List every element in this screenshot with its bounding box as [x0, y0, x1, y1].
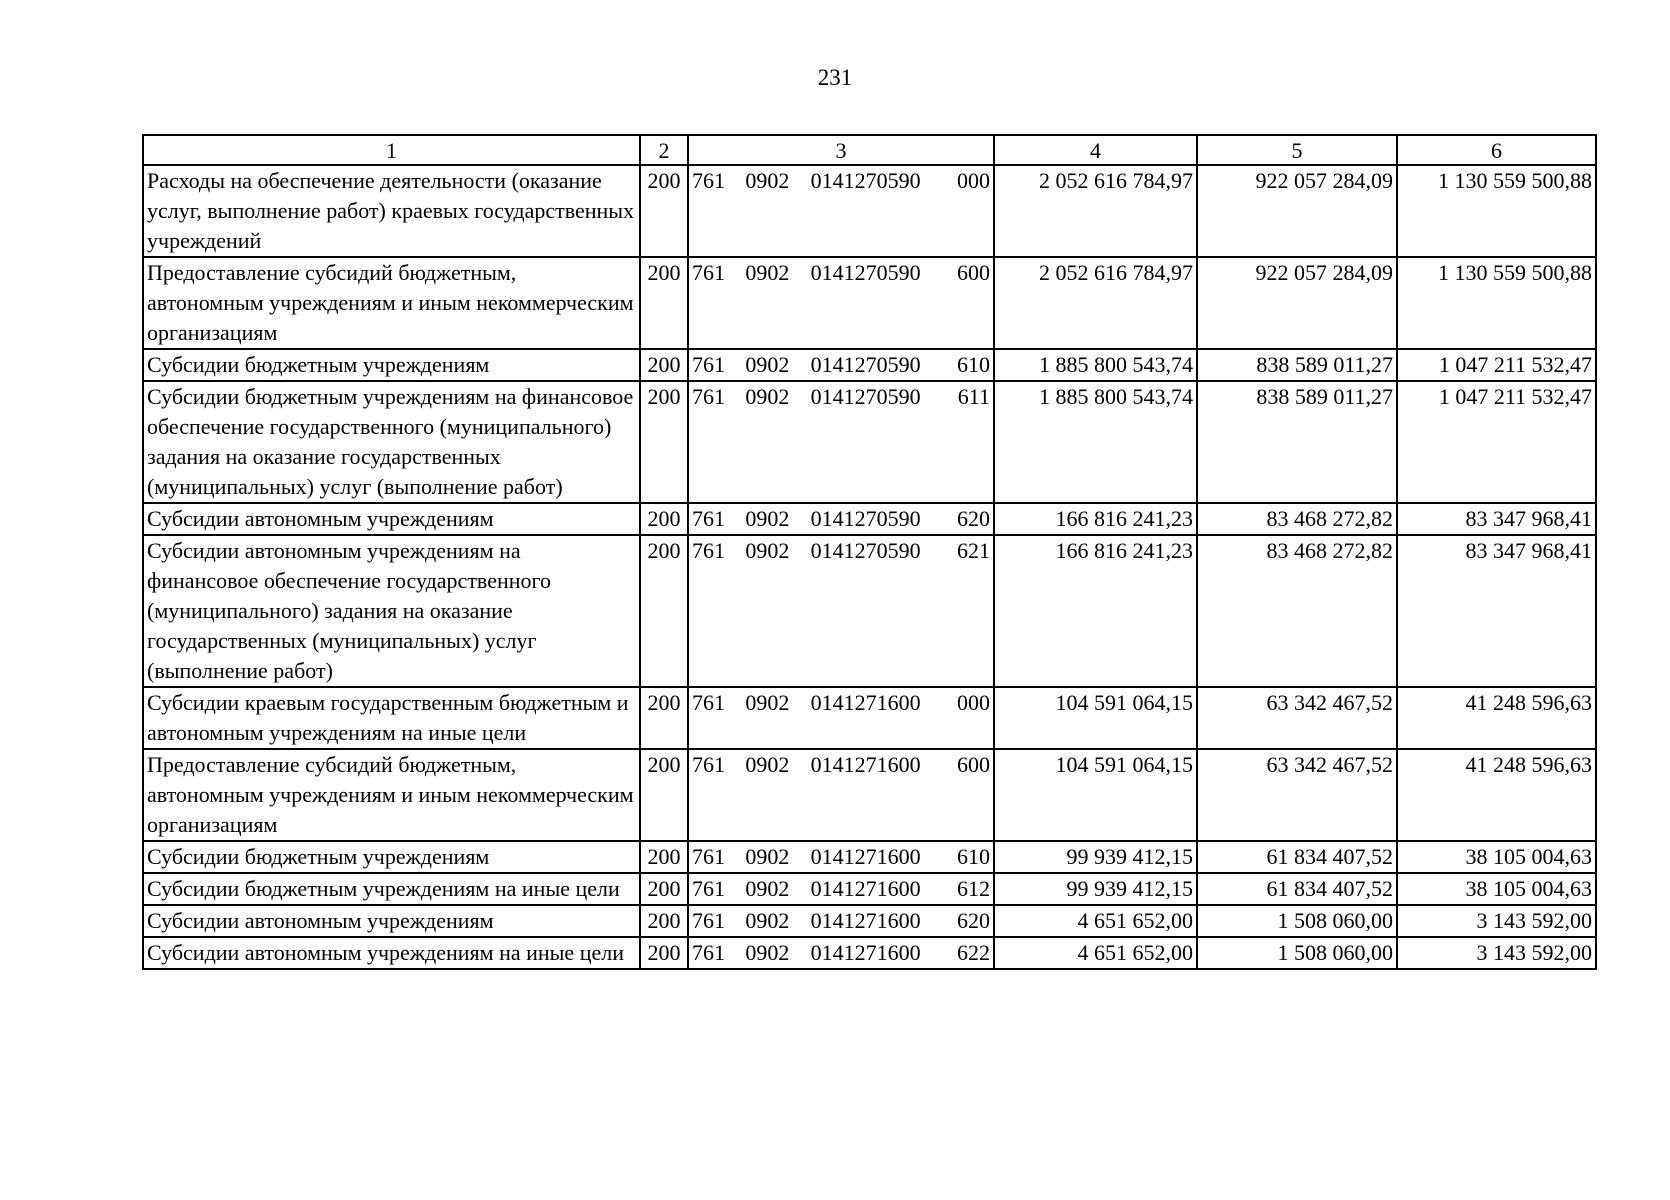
row-name: Субсидии краевым государственным бюджетным и автономным учреждениям на иные цели: [143, 687, 640, 749]
code-target: 0141271600: [810, 908, 921, 933]
codes-group: [692, 504, 990, 534]
row-name: Предоставление субсидий бюджетным, автономным учреждениям и иным некоммерческим организациям: [143, 257, 640, 349]
codes-group: [692, 874, 990, 904]
code-section: 0902: [745, 260, 790, 285]
row-name: Субсидии бюджетным учреждениям на финансовое обеспечение государственного (муниципального) задания на оказание государственных (муниципальных) услуг (выполнение работ): [143, 381, 640, 503]
codes-group: [692, 382, 990, 412]
row-name: Субсидии автономным учреждениям на финансовое обеспечение государственного (муниципального) задания на оказание государственных (муниципальных) услуг (выполнение работ): [143, 535, 640, 687]
row-col2: 200: [640, 349, 688, 381]
table-row: [143, 257, 1596, 349]
row-codes: [688, 937, 994, 969]
row-col2: 200: [640, 905, 688, 937]
row-col4: 2 052 616 784,97: [994, 165, 1197, 257]
code-ministry: 761: [692, 908, 725, 933]
code-section: 0902: [745, 384, 790, 409]
row-name: Субсидии бюджетным учреждениям на иные цели: [143, 873, 640, 905]
codes-group: [692, 166, 990, 196]
row-codes: [688, 687, 994, 749]
row-col4: 104 591 064,15: [994, 687, 1197, 749]
row-codes: [688, 381, 994, 503]
table-row: [143, 535, 1596, 687]
row-col5: 61 834 407,52: [1197, 873, 1397, 905]
codes-group: [692, 842, 990, 872]
table-row: [143, 749, 1596, 841]
table-row: [143, 503, 1596, 535]
row-codes: [688, 503, 994, 535]
code-target: 0141271600: [810, 876, 921, 901]
codes-group: [692, 906, 990, 936]
row-col5: 922 057 284,09: [1197, 165, 1397, 257]
code-target: 0141271600: [810, 752, 921, 777]
code-section: 0902: [745, 352, 790, 377]
header-col-5: 5: [1197, 135, 1397, 165]
row-codes: [688, 873, 994, 905]
row-col2: 200: [640, 937, 688, 969]
code-ministry: 761: [692, 690, 725, 715]
table-row: [143, 905, 1596, 937]
code-section: 0902: [745, 844, 790, 869]
codes-group: [692, 350, 990, 380]
row-col6: 83 347 968,41: [1397, 503, 1596, 535]
row-col4: 104 591 064,15: [994, 749, 1197, 841]
code-type: 600: [956, 260, 990, 285]
row-name: Субсидии автономным учреждениям на иные цели: [143, 937, 640, 969]
row-codes: [688, 905, 994, 937]
code-section: 0902: [745, 752, 790, 777]
row-col2: 200: [640, 749, 688, 841]
row-name: Субсидии автономным учреждениям: [143, 905, 640, 937]
row-codes: [688, 257, 994, 349]
row-name: Расходы на обеспечение деятельности (оказание услуг, выполнение работ) краевых государственных учреждений: [143, 165, 640, 257]
table-row: [143, 937, 1596, 969]
codes-group: [692, 536, 990, 566]
row-name: Субсидии автономным учреждениям: [143, 503, 640, 535]
row-name: Предоставление субсидий бюджетным, автономным учреждениям и иным некоммерческим организациям: [143, 749, 640, 841]
row-col4: 99 939 412,15: [994, 841, 1197, 873]
code-type: 600: [956, 752, 990, 777]
row-name: Субсидии бюджетным учреждениям: [143, 841, 640, 873]
code-target: 0141271600: [810, 690, 921, 715]
row-col6: 38 105 004,63: [1397, 841, 1596, 873]
row-col4: 99 939 412,15: [994, 873, 1197, 905]
row-col2: 200: [640, 687, 688, 749]
code-target: 0141270590: [810, 538, 921, 563]
table-row: [143, 165, 1596, 257]
code-ministry: 761: [692, 940, 725, 965]
code-ministry: 761: [692, 260, 725, 285]
row-col5: 83 468 272,82: [1197, 535, 1397, 687]
row-col4: 1 885 800 543,74: [994, 381, 1197, 503]
row-col5: 838 589 011,27: [1197, 349, 1397, 381]
table-row: [143, 381, 1596, 503]
row-col6: 38 105 004,63: [1397, 873, 1596, 905]
row-col4: 1 885 800 543,74: [994, 349, 1197, 381]
row-col2: 200: [640, 165, 688, 257]
code-type: 610: [956, 844, 990, 869]
code-type: 611: [957, 384, 990, 409]
code-target: 0141270590: [810, 168, 921, 193]
code-section: 0902: [745, 538, 790, 563]
code-section: 0902: [745, 940, 790, 965]
code-type: 000: [956, 690, 990, 715]
code-section: 0902: [745, 876, 790, 901]
row-col6: 3 143 592,00: [1397, 905, 1596, 937]
code-ministry: 761: [692, 844, 725, 869]
table-header-row: [143, 135, 1596, 165]
row-col5: 61 834 407,52: [1197, 841, 1397, 873]
row-col5: 838 589 011,27: [1197, 381, 1397, 503]
row-col6: 41 248 596,63: [1397, 687, 1596, 749]
code-type: 612: [956, 876, 990, 901]
row-col4: 2 052 616 784,97: [994, 257, 1197, 349]
code-ministry: 761: [692, 384, 725, 409]
row-col5: 1 508 060,00: [1197, 905, 1397, 937]
row-col5: 922 057 284,09: [1197, 257, 1397, 349]
code-target: 0141271600: [810, 844, 921, 869]
code-ministry: 761: [692, 352, 725, 377]
row-col4: 4 651 652,00: [994, 937, 1197, 969]
row-col6: 3 143 592,00: [1397, 937, 1596, 969]
table-body: [143, 165, 1596, 969]
code-ministry: 761: [692, 752, 725, 777]
row-codes: [688, 535, 994, 687]
row-col6: 1 130 559 500,88: [1397, 257, 1596, 349]
code-section: 0902: [745, 908, 790, 933]
code-type: 000: [956, 168, 990, 193]
row-col2: 200: [640, 503, 688, 535]
row-col6: 1 047 211 532,47: [1397, 349, 1596, 381]
row-col2: 200: [640, 841, 688, 873]
row-col4: 166 816 241,23: [994, 535, 1197, 687]
row-col2: 200: [640, 873, 688, 905]
code-section: 0902: [745, 506, 790, 531]
row-col5: 63 342 467,52: [1197, 749, 1397, 841]
row-col4: 166 816 241,23: [994, 503, 1197, 535]
code-section: 0902: [745, 690, 790, 715]
table-row: [143, 873, 1596, 905]
page-number: 231: [817, 65, 853, 90]
code-type: 610: [956, 352, 990, 377]
codes-group: [692, 750, 990, 780]
table-row: [143, 687, 1596, 749]
row-name: Субсидии бюджетным учреждениям: [143, 349, 640, 381]
row-col5: 63 342 467,52: [1197, 687, 1397, 749]
code-ministry: 761: [692, 168, 725, 193]
code-ministry: 761: [692, 876, 725, 901]
header-col-1: 1: [143, 135, 640, 165]
code-type: 620: [956, 506, 990, 531]
code-type: 621: [956, 538, 990, 563]
row-codes: [688, 165, 994, 257]
header-col-4: 4: [994, 135, 1197, 165]
codes-group: [692, 688, 990, 718]
row-col6: 41 248 596,63: [1397, 749, 1596, 841]
row-col2: 200: [640, 257, 688, 349]
code-type: 622: [956, 940, 990, 965]
code-type: 620: [956, 908, 990, 933]
table-row: [143, 841, 1596, 873]
code-section: 0902: [745, 168, 790, 193]
row-col6: 1 130 559 500,88: [1397, 165, 1596, 257]
code-ministry: 761: [692, 506, 725, 531]
row-col4: 4 651 652,00: [994, 905, 1197, 937]
row-col2: 200: [640, 381, 688, 503]
row-col6: 1 047 211 532,47: [1397, 381, 1596, 503]
table-row: [143, 349, 1596, 381]
budget-table: [142, 134, 1597, 970]
row-col6: 83 347 968,41: [1397, 535, 1596, 687]
code-target: 0141270590: [810, 352, 921, 377]
row-codes: [688, 749, 994, 841]
codes-group: [692, 938, 990, 968]
codes-group: [692, 258, 990, 288]
code-target: 0141270590: [810, 260, 921, 285]
code-target: 0141270590: [810, 384, 921, 409]
row-col5: 83 468 272,82: [1197, 503, 1397, 535]
row-codes: [688, 841, 994, 873]
header-col-2: 2: [640, 135, 688, 165]
code-target: 0141270590: [810, 506, 921, 531]
header-col-6: 6: [1397, 135, 1596, 165]
code-ministry: 761: [692, 538, 725, 563]
row-codes: [688, 349, 994, 381]
row-col2: 200: [640, 535, 688, 687]
row-col5: 1 508 060,00: [1197, 937, 1397, 969]
header-col-3: 3: [688, 135, 994, 165]
code-target: 0141271600: [810, 940, 921, 965]
